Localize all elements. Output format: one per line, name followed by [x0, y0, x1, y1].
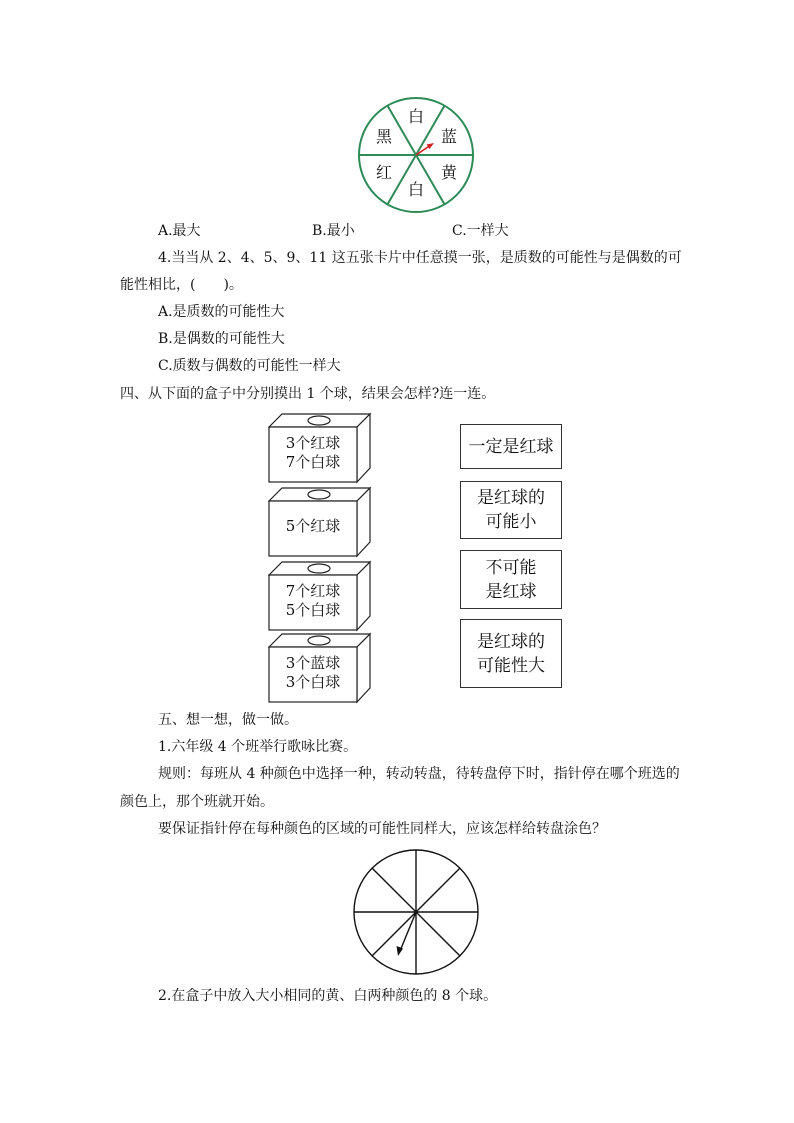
spinner-pointer — [397, 912, 417, 956]
q4-option-a: A.是质数的可能性大 — [158, 304, 285, 320]
answer-card-4 — [460, 619, 562, 688]
section5-question: 要保证指针停在每种颜色的区域的可能性同样大，应该怎样给转盘涂色？ — [158, 821, 606, 837]
box-content-line2: 3个白球 — [285, 673, 341, 691]
q4-option-c: C.质数与偶数的可能性一样大 — [158, 358, 341, 374]
sector-label-top: 白 — [407, 107, 425, 126]
section5-title: 五、想一想，做一做。 — [158, 712, 298, 728]
ball-box-3 — [268, 560, 374, 632]
section4-title: 四、从下面的盒子中分别摸出 1 个球，结果会怎样?连一连。 — [120, 386, 496, 402]
sector-label-upper-right: 蓝 — [440, 127, 458, 146]
section5-rule-line1: 规则：每班从 4 种颜色中选择一种，转动转盘，待转盘停下时，指针停在哪个班选的 — [158, 766, 680, 782]
box-hole — [308, 564, 330, 573]
box-content-line1: 3个蓝球 — [285, 654, 341, 672]
q4-text-line1: 4.当当从 2、4、5、9、11 这五张卡片中任意摸一张，是质数的可能性与是偶数的可 — [158, 250, 682, 266]
box-hole — [308, 490, 330, 499]
answer-card-2 — [460, 481, 562, 539]
ball-box-1 — [268, 412, 374, 484]
box-content-line1: 3个红球 — [285, 434, 341, 452]
answer-card-1 — [460, 424, 562, 469]
box-content-line2: 5个白球 — [285, 601, 341, 619]
card-text-line1: 一定是红球 — [468, 436, 554, 457]
ball-box-4 — [268, 632, 374, 704]
card-text-line1: 是红球的 — [477, 631, 545, 652]
q4-option-b: B.是偶数的可能性大 — [158, 331, 285, 347]
box-content-line1: 5个红球 — [285, 517, 341, 535]
answer-card-3 — [460, 550, 562, 609]
box-content-line1: 7个红球 — [285, 582, 341, 600]
section5-rule-line2: 颜色上，那个班就开始。 — [120, 794, 274, 810]
section5-q1-title: 1.六年级 4 个班举行歌咏比赛。 — [158, 739, 358, 755]
card-text-line1: 不可能 — [485, 557, 537, 578]
option-b: B.最小 — [312, 223, 355, 239]
box-content-line2: 7个白球 — [285, 453, 341, 471]
sector-label-bottom: 白 — [407, 180, 425, 199]
q4-text-line2: 能性相比，( )。 — [120, 277, 243, 293]
sector-label-upper-left: 黑 — [375, 127, 393, 146]
blank-spinner — [350, 846, 482, 978]
color-spinner — [351, 92, 481, 222]
option-a: A.最大 — [158, 223, 201, 239]
card-text-line2: 可能性大 — [477, 655, 545, 676]
ball-box-2 — [268, 486, 374, 558]
sector-label-lower-left: 红 — [375, 163, 393, 182]
card-text-line2: 是红球 — [485, 581, 537, 602]
option-c: C.一样大 — [452, 223, 509, 239]
card-text-line2: 可能小 — [485, 512, 537, 532]
section5-q2: 2.在盒子中放入大小相同的黄、白两种颜色的 8 个球。 — [158, 988, 498, 1004]
card-text-line1: 是红球的 — [477, 488, 545, 508]
sector-label-lower-right: 黄 — [440, 163, 458, 182]
box-hole — [308, 416, 330, 425]
box-hole — [308, 636, 330, 645]
